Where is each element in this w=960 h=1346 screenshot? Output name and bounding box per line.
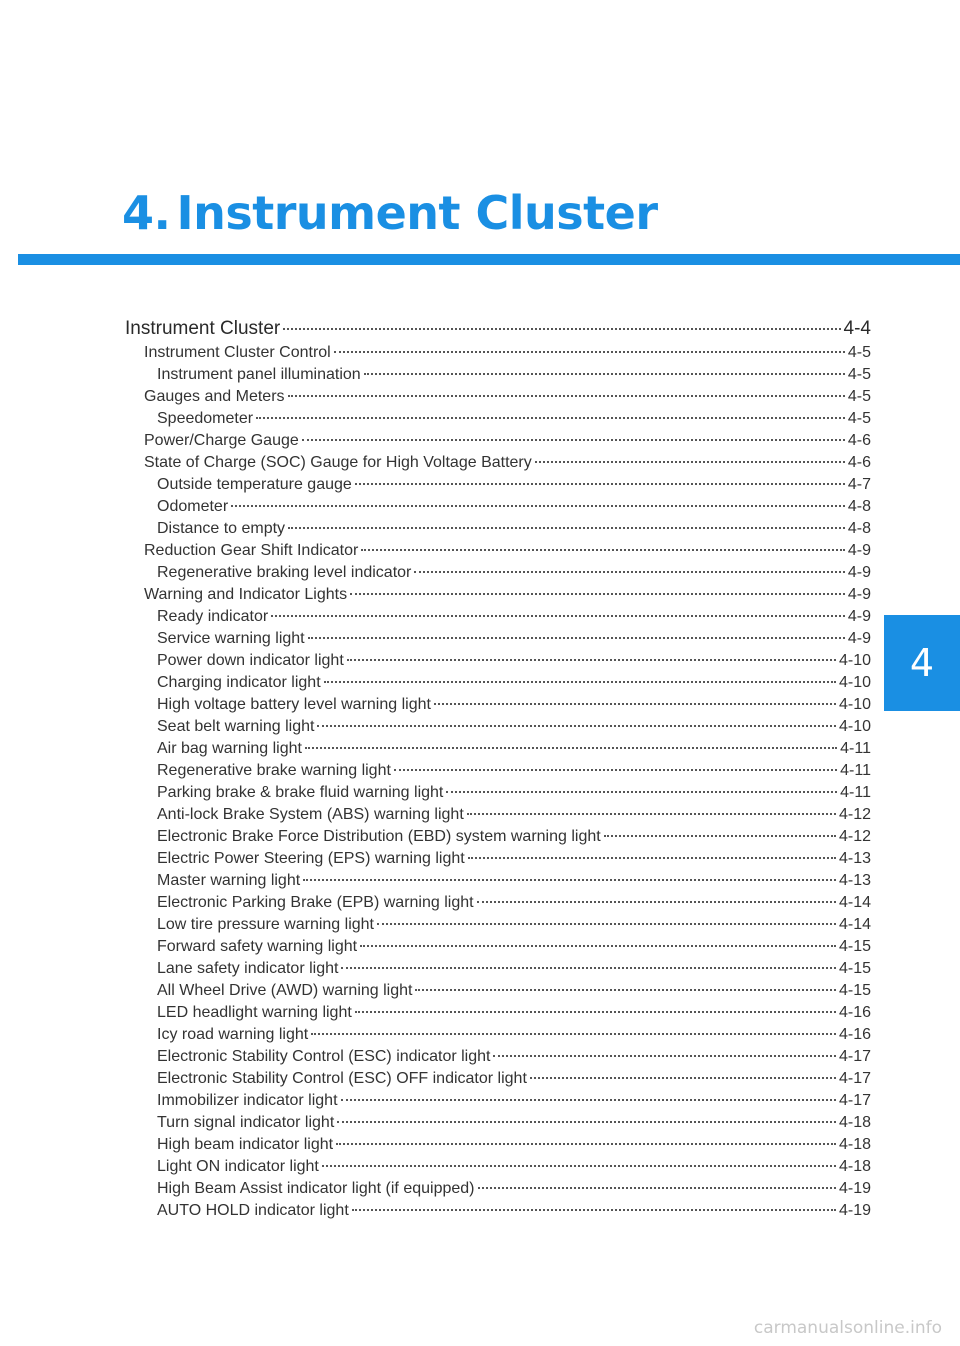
toc-page-number: 4-19 <box>838 1180 871 1197</box>
dot-leader <box>288 395 845 397</box>
dot-leader <box>347 659 836 661</box>
toc-entry[interactable] <box>125 1046 871 1068</box>
toc-page-number: 4-10 <box>838 718 871 735</box>
dot-leader <box>604 835 836 837</box>
toc-entry[interactable] <box>125 892 871 914</box>
toc-entry-title: Instrument Cluster Control <box>144 344 331 361</box>
dot-leader <box>478 1187 836 1189</box>
toc-page-number: 4-9 <box>847 630 871 647</box>
dot-leader <box>288 527 845 529</box>
dot-leader <box>350 593 845 595</box>
toc-page-number: 4-18 <box>838 1136 871 1153</box>
dot-leader <box>467 813 836 815</box>
toc-page-number: 4-16 <box>838 1004 871 1021</box>
toc-entry[interactable] <box>125 606 871 628</box>
dot-leader <box>468 857 836 859</box>
toc-entry[interactable] <box>125 452 871 474</box>
toc-page-number: 4-10 <box>838 696 871 713</box>
toc-entry[interactable] <box>125 518 871 540</box>
toc-entry-title: Electric Power Steering (EPS) warning light <box>157 850 465 867</box>
toc-entry[interactable] <box>125 1068 871 1090</box>
toc-page-number: 4-5 <box>847 388 871 405</box>
toc-entry[interactable] <box>125 408 871 430</box>
dot-leader <box>324 681 836 683</box>
toc-page-number: 4-6 <box>847 454 871 471</box>
dot-leader <box>311 1033 836 1035</box>
toc-entry-title: Distance to empty <box>157 520 286 537</box>
toc-page-number: 4-13 <box>838 850 871 867</box>
toc-entry[interactable] <box>125 848 871 870</box>
toc-entry[interactable] <box>125 672 871 694</box>
toc-entry-title: Seat belt warning light <box>157 718 315 735</box>
dot-leader <box>377 923 836 925</box>
toc-entry-title: Speedometer <box>157 410 254 427</box>
toc-entry-title: Power/Charge Gauge <box>144 432 299 449</box>
toc-entry[interactable] <box>125 958 871 980</box>
toc-entry-title: Immobilizer indicator light <box>157 1092 338 1109</box>
toc-entry-title: AUTO HOLD indicator light <box>157 1202 349 1219</box>
toc-page-number: 4-14 <box>838 916 871 933</box>
dot-leader <box>231 505 845 507</box>
toc-entry-title: Odometer <box>157 498 229 515</box>
dot-leader <box>256 417 845 419</box>
toc-entry-title: Turn signal indicator light <box>157 1114 335 1131</box>
toc-page-number: 4-9 <box>847 608 871 625</box>
toc-page-number: 4-15 <box>838 982 871 999</box>
toc-page-number: 4-17 <box>838 1070 871 1087</box>
toc-entry[interactable] <box>125 914 871 936</box>
toc-page-number: 4-5 <box>847 344 871 361</box>
toc-entry-title: Warning and Indicator Lights <box>144 586 348 603</box>
toc-entry[interactable] <box>125 936 871 958</box>
toc-entry-title: State of Charge (SOC) Gauge for High Voltage Battery <box>144 454 532 471</box>
toc-page-number: 4-10 <box>838 652 871 669</box>
dot-leader <box>493 1055 836 1057</box>
toc-page-number: 4-17 <box>838 1092 871 1109</box>
toc-entry[interactable] <box>125 1002 871 1024</box>
toc-entry[interactable] <box>125 716 871 738</box>
toc-page-number: 4-8 <box>847 498 871 515</box>
toc-entry-title: Light ON indicator light <box>157 1158 319 1175</box>
table-of-contents <box>125 316 871 1222</box>
toc-entry[interactable] <box>125 1134 871 1156</box>
dot-leader <box>355 483 845 485</box>
dot-leader <box>414 571 845 573</box>
toc-entry-title: Instrument Cluster <box>125 318 281 339</box>
toc-entry-title: Parking brake & brake fluid warning light <box>157 784 444 801</box>
dot-leader <box>434 703 836 705</box>
toc-page-number: 4-9 <box>847 586 871 603</box>
chapter-tab[interactable]: 4 <box>884 615 960 711</box>
toc-entry-title: Electronic Brake Force Distribution (EBD) system warning light <box>157 828 601 845</box>
toc-entry[interactable] <box>125 1156 871 1178</box>
toc-entry-title: Low tire pressure warning light <box>157 916 374 933</box>
toc-entry[interactable] <box>125 386 871 408</box>
toc-page-number: 4-19 <box>838 1202 871 1219</box>
dot-leader <box>415 989 836 991</box>
dot-leader <box>271 615 845 617</box>
toc-entry[interactable] <box>125 738 871 760</box>
chapter-title <box>122 186 658 240</box>
toc-page-number: 4-16 <box>838 1026 871 1043</box>
toc-entry[interactable] <box>125 342 871 364</box>
dot-leader <box>337 1121 836 1123</box>
toc-entry[interactable] <box>125 496 871 518</box>
toc-page-number: 4-15 <box>838 938 871 955</box>
toc-entry[interactable] <box>125 1112 871 1134</box>
toc-page-number: 4-14 <box>838 894 871 911</box>
toc-entry-title: Electronic Stability Control (ESC) indicator light <box>157 1048 491 1065</box>
toc-entry[interactable] <box>125 540 871 562</box>
dot-leader <box>352 1209 836 1211</box>
toc-page-number: 4-18 <box>838 1114 871 1131</box>
toc-entry-title: Lane safety indicator light <box>157 960 339 977</box>
toc-entry[interactable] <box>125 1200 871 1222</box>
dot-leader <box>317 725 836 727</box>
dot-leader <box>336 1143 836 1145</box>
dot-leader <box>446 791 837 793</box>
toc-page-number: 4-6 <box>847 432 871 449</box>
toc-entry-title: Air bag warning light <box>157 740 302 757</box>
toc-entry-title: Icy road warning light <box>157 1026 309 1043</box>
toc-page-number: 4-15 <box>838 960 871 977</box>
dot-leader <box>303 879 836 881</box>
dot-leader <box>322 1165 836 1167</box>
toc-entry-title: LED headlight warning light <box>157 1004 352 1021</box>
toc-entry[interactable] <box>125 316 871 342</box>
toc-entry[interactable] <box>125 760 871 782</box>
toc-entry[interactable] <box>125 1024 871 1046</box>
toc-entry-title: High voltage battery level warning light <box>157 696 431 713</box>
toc-page-number: 4-18 <box>838 1158 871 1175</box>
toc-page-number: 4-5 <box>847 410 871 427</box>
dot-leader <box>364 373 845 375</box>
toc-entry[interactable] <box>125 870 871 892</box>
toc-page-number: 4-4 <box>843 318 871 339</box>
toc-entry-title: Power down indicator light <box>157 652 344 669</box>
watermark: carmanualsonline.info <box>753 1318 942 1338</box>
toc-entry[interactable] <box>125 826 871 848</box>
dot-leader <box>341 1099 836 1101</box>
toc-page-number: 4-11 <box>840 740 871 757</box>
toc-entry-title: Charging indicator light <box>157 674 321 691</box>
toc-page-number: 4-5 <box>847 366 871 383</box>
dot-leader <box>535 461 845 463</box>
toc-entry[interactable] <box>125 804 871 826</box>
toc-entry[interactable] <box>125 650 871 672</box>
toc-page-number: 4-9 <box>847 542 871 559</box>
toc-entry-title: All Wheel Drive (AWD) warning light <box>157 982 413 999</box>
toc-entry-title: Regenerative brake warning light <box>157 762 391 779</box>
dot-leader <box>394 769 837 771</box>
toc-entry[interactable] <box>125 628 871 650</box>
toc-entry[interactable] <box>125 694 871 716</box>
toc-entry[interactable] <box>125 1178 871 1200</box>
dot-leader <box>530 1077 836 1079</box>
dot-leader <box>360 945 836 947</box>
title-rule <box>18 254 960 265</box>
toc-entry-title: High beam indicator light <box>157 1136 334 1153</box>
dot-leader <box>361 549 845 551</box>
toc-entry-title: Reduction Gear Shift Indicator <box>144 542 359 559</box>
toc-entry-title: Gauges and Meters <box>144 388 285 405</box>
toc-entry[interactable] <box>125 1090 871 1112</box>
toc-entry-title: Electronic Stability Control (ESC) OFF indicator light <box>157 1070 527 1087</box>
toc-entry[interactable] <box>125 562 871 584</box>
toc-page-number: 4-11 <box>840 762 871 779</box>
toc-entry[interactable] <box>125 430 871 452</box>
toc-entry-title: Ready indicator <box>157 608 269 625</box>
toc-page-number: 4-13 <box>838 872 871 889</box>
dot-leader <box>302 439 845 441</box>
toc-entry-title: Electronic Parking Brake (EPB) warning light <box>157 894 474 911</box>
dot-leader <box>305 747 837 749</box>
toc-page-number: 4-11 <box>840 784 871 801</box>
dot-leader <box>308 637 845 639</box>
toc-page-number: 4-17 <box>838 1048 871 1065</box>
toc-entry[interactable] <box>125 364 871 386</box>
dot-leader <box>334 351 845 353</box>
dot-leader <box>477 901 836 903</box>
toc-page-number: 4-12 <box>838 828 871 845</box>
toc-page-number: 4-9 <box>847 564 871 581</box>
toc-entry-title: Forward safety warning light <box>157 938 358 955</box>
toc-entry-title: High Beam Assist indicator light (if equipped) <box>157 1180 475 1197</box>
dot-leader <box>341 967 836 969</box>
toc-entry-title: Regenerative braking level indicator <box>157 564 412 581</box>
toc-page-number: 4-12 <box>838 806 871 823</box>
toc-entry-title: Service warning light <box>157 630 305 647</box>
toc-entry-title: Master warning light <box>157 872 301 889</box>
chapter-name: Instrument Cluster <box>176 186 658 240</box>
toc-page-number: 4-7 <box>847 476 871 493</box>
toc-entry[interactable] <box>125 584 871 606</box>
toc-entry[interactable] <box>125 474 871 496</box>
chapter-number: 4. <box>122 186 171 240</box>
toc-entry[interactable] <box>125 782 871 804</box>
dot-leader <box>283 328 840 330</box>
toc-page-number: 4-8 <box>847 520 871 537</box>
toc-entry[interactable] <box>125 980 871 1002</box>
toc-entry-title: Anti-lock Brake System (ABS) warning light <box>157 806 464 823</box>
dot-leader <box>355 1011 836 1013</box>
toc-page-number: 4-10 <box>838 674 871 691</box>
toc-entry-title: Instrument panel illumination <box>157 366 361 383</box>
toc-entry-title: Outside temperature gauge <box>157 476 352 493</box>
